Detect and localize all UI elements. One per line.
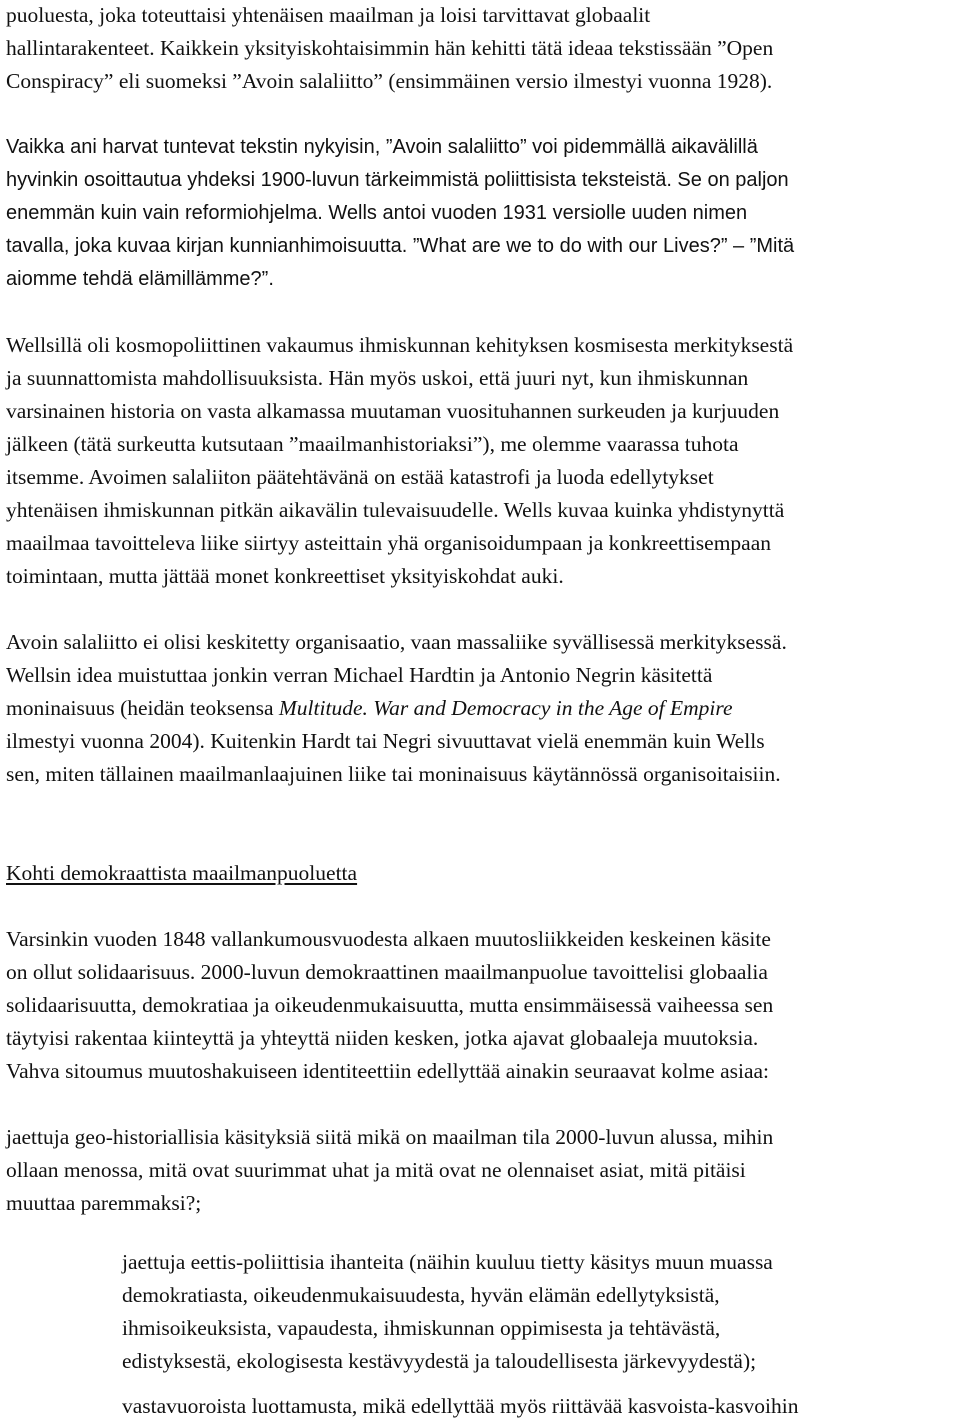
text-line: puoluesta, joka toteuttaisi yhtenäisen maailman ja loisi tarvittavat globaalit <box>6 3 651 27</box>
text-line: sen, miten tällainen maailmanlaajuinen liike tai moninaisuus käytännössä organisoitaisiin. <box>6 762 781 786</box>
text-line: moninaisuus (heidän teoksensa <box>6 696 279 720</box>
text-line: solidaarisuutta, demokratiaa ja oikeudenmukaisuutta, mutta ensimmäisessä vaiheessa sen <box>6 993 774 1017</box>
text-line: ja suunnattomista mahdollisuuksista. Hän myös uskoi, että juuri nyt, kun ihmiskunnan <box>6 366 749 390</box>
text-line: Vaikka ani harvat tuntevat tekstin nykyisin, ”Avoin salaliitto” voi pidemmällä aikavälillä <box>6 136 758 158</box>
text-line: muuttaa paremmaksi?; <box>6 1191 202 1215</box>
paragraph-spacer <box>6 1378 958 1390</box>
text-line: jaettuja eettis-poliittisia ihanteita (näihin kuuluu tietty käsitys muun muassa <box>122 1250 773 1274</box>
text-line: ilmestyi vuonna 2004). Kuitenkin Hardt tai Negri sivuuttavat vielä enemmän kuin Wells <box>6 729 765 753</box>
text-line: aiomme tehdä elämillämme?”. <box>6 268 274 290</box>
paragraph-1 <box>6 0 958 98</box>
paragraph-spacer <box>6 593 958 626</box>
text-line: Vahva sitoumus muutoshakuiseen identiteettiin edellyttää ainakin seuraavat kolme asiaa: <box>6 1059 770 1083</box>
paragraph-7-indented <box>6 1246 958 1378</box>
text-line: ollaan menossa, mitä ovat suurimmat uhat ja mitä ovat ne olennaiset asiat, mitä pitäisi <box>6 1158 746 1182</box>
section-spacer <box>6 791 958 857</box>
text-line: tavalla, joka kuvaa kirjan kunnianhimoisuutta. ”What are we to do with our Lives?” – ”Mitä <box>6 235 795 257</box>
text-line: Avoin salaliitto ei olisi keskitetty organisaatio, vaan massaliike syvällisessä merkityksessä. <box>6 630 787 654</box>
text-line: Wellsillä oli kosmopoliittinen vakaumus ihmiskunnan kehityksen kosmisesta merkityksestä <box>6 333 794 357</box>
text-line: toimintaan, mutta jättää monet konkreettiset yksityiskohdat auki. <box>6 564 564 588</box>
paragraph-spacer <box>6 1088 958 1121</box>
text-line: Varsinkin vuoden 1848 vallankumousvuodesta alkaen muutosliikkeiden keskeinen käsite <box>6 927 771 951</box>
paragraph-spacer <box>6 1220 958 1246</box>
paragraph-6 <box>6 1121 958 1220</box>
paragraph-8-indented <box>6 1390 958 1423</box>
text-line: itsemme. Avoimen salaliiton päätehtävänä on estää katastrofi ja luoda edellytykset <box>6 465 714 489</box>
paragraph-4 <box>6 626 958 791</box>
paragraph-2 <box>6 131 958 296</box>
text-line: varsinainen historia on vasta alkamassa muutaman vuosituhannen surkeuden ja kurjuuden <box>6 399 780 423</box>
text-line: ihmisoikeuksista, vapaudesta, ihmiskunnan oppimisesta ja tehtävästä, <box>122 1316 721 1340</box>
text-line: edistyksestä, ekologisesta kestävyydestä ja taloudellisesta järkevyydestä); <box>122 1349 757 1373</box>
text-line: täytyisi rakentaa kiinteyttä ja yhteyttä niiden kesken, jotka ajavat globaaleja muutoksia. <box>6 1026 759 1050</box>
paragraph-spacer <box>6 98 958 131</box>
text-line: yhtenäisen ihmiskunnan pitkän aikavälin tulevaisuudelle. Wells kuvaa kuinka yhdistynyttä <box>6 498 785 522</box>
text-line: hallintarakenteet. Kaikkein yksityiskohtaisimmin hän kehitti tätä ideaa tekstissään ”Open <box>6 36 774 60</box>
text-line: enemmän kuin vain reformiohjelma. Wells antoi vuoden 1931 versiolle uuden nimen <box>6 202 748 224</box>
document-page <box>6 0 958 1423</box>
text-line: maailmaa tavoitteleva liike siirtyy asteittain yhä organisoidumpaan ja konkreettisempaan <box>6 531 772 555</box>
section-heading: Kohti demokraattista maailmanpuoluetta <box>6 861 358 885</box>
text-line: demokratiasta, oikeudenmukaisuudesta, hyvän elämän edellytyksistä, <box>122 1283 720 1307</box>
book-title: Multitude. War and Democracy in the Age of Empire <box>278 696 733 720</box>
text-line: hyvinkin osoittautua yhdeksi 1900-luvun tärkeimmistä poliittisista teksteistä. Se on paljon <box>6 169 789 191</box>
text-line: jälkeen (tätä surkeutta kutsutaan ”maailmanhistoriaksi”), me olemme vaarassa tuhota <box>6 432 739 456</box>
paragraph-3 <box>6 329 958 593</box>
paragraph-spacer <box>6 296 958 329</box>
text-line: Conspiracy” eli suomeksi ”Avoin salaliitto” (ensimmäinen versio ilmestyi vuonna 1928). <box>6 69 773 93</box>
text-line: vastavuoroista luottamusta, mikä edellyttää myös riittävää kasvoista-kasvoihin <box>122 1394 799 1418</box>
text-line: on ollut solidaarisuus. 2000-luvun demokraattinen maailmanpuolue tavoittelisi globaalia <box>6 960 768 984</box>
text-line: jaettuja geo-historiallisia käsityksiä siitä mikä on maailman tila 2000-luvun alussa, mihin <box>6 1125 774 1149</box>
paragraph-spacer <box>6 890 958 923</box>
paragraph-5 <box>6 923 958 1088</box>
text-line: Wellsin idea muistuttaa jonkin verran Michael Hardtin ja Antonio Negrin käsitettä <box>6 663 713 687</box>
